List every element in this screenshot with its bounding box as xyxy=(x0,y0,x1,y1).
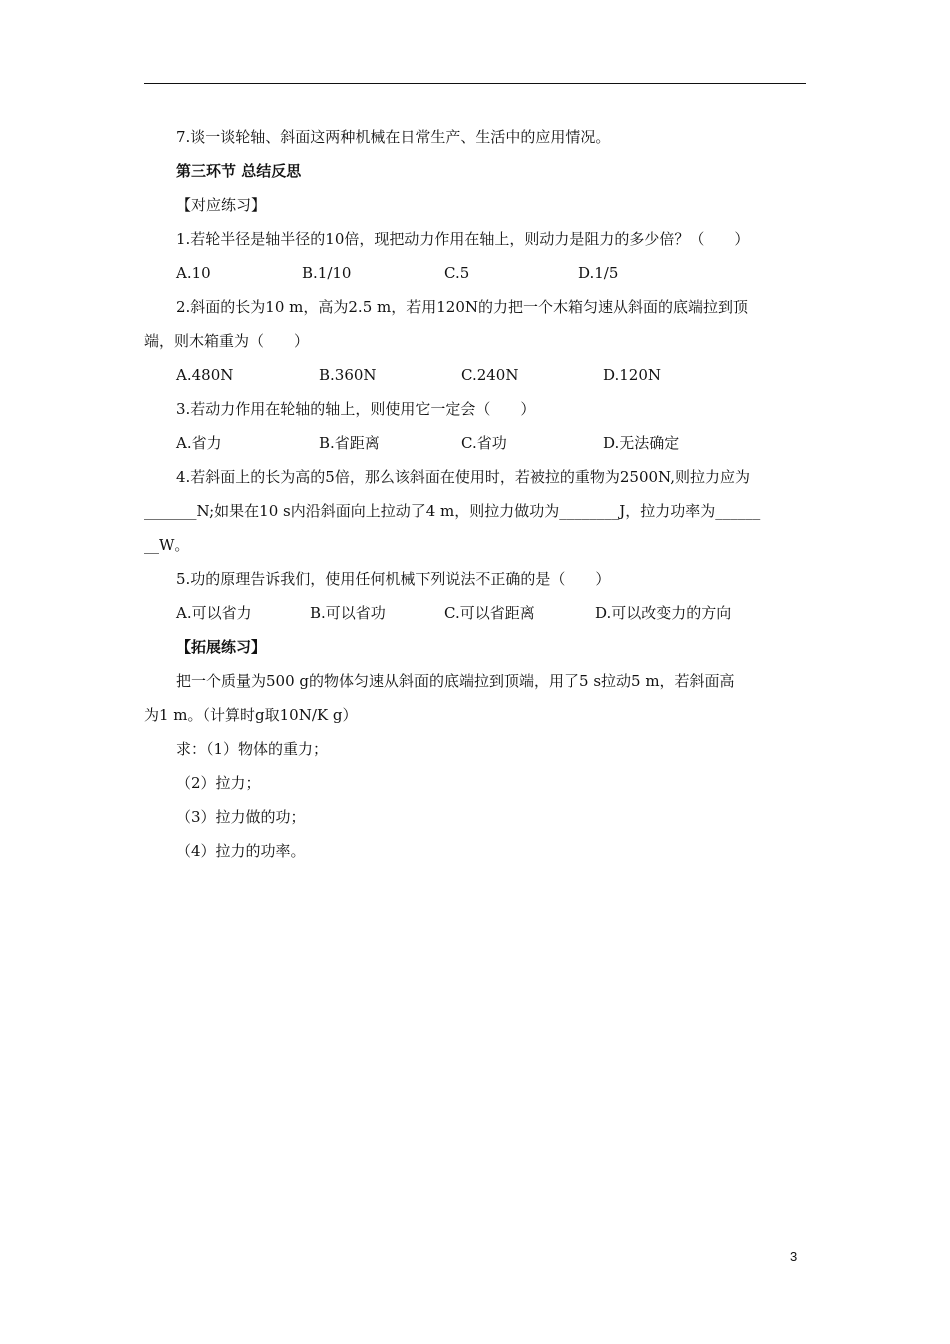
question-2-line-1: 2.斜面的长为10 m，高为2.5 m，若用120N的力把一个木箱匀速从斜面的底端拉到顶 xyxy=(176,298,748,316)
option-d: D.无法确定 xyxy=(603,434,680,452)
question-3-options xyxy=(144,426,806,460)
option-a: A.480N xyxy=(176,366,234,384)
question-1-options xyxy=(144,256,806,290)
question-5-options xyxy=(144,596,806,630)
option-d: D.可以改变力的方向 xyxy=(595,604,732,622)
option-c: C.240N xyxy=(461,366,519,384)
question-4-line-1: 4.若斜面上的长为高的5倍，那么该斜面在使用时，若被拉的重物为2500N,则拉力应为 xyxy=(176,468,750,486)
extension-item: （3）拉力做的功； xyxy=(176,808,306,826)
extension-problem-line-2: 为1 m。（计算时g取10N/K g） xyxy=(144,706,358,724)
question-5: 5.功的原理告诉我们，使用任何机械下列说法不正确的是（ ） xyxy=(176,570,611,588)
option-b: B.可以省功 xyxy=(310,604,386,622)
option-a: A.可以省力 xyxy=(176,604,252,622)
option-d: D.1/5 xyxy=(578,264,619,282)
option-c: C.省功 xyxy=(461,434,507,452)
practice-header: 【对应练习】 xyxy=(176,196,267,214)
page-number: 3 xyxy=(790,1249,798,1264)
option-b: B.360N xyxy=(319,366,377,384)
extension-item: （2）拉力； xyxy=(176,774,261,792)
question-3: 3.若动力作用在轮轴的轴上，则使用它一定会（ ） xyxy=(176,400,536,418)
extension-problem-line-1: 把一个质量为500 g的物体匀速从斜面的底端拉到顶端，用了5 s拉动5 m，若斜面高 xyxy=(176,672,735,690)
extension-item: （4）拉力的功率。 xyxy=(176,842,306,860)
option-a: A.省力 xyxy=(176,434,222,452)
question-7: 7.谈一谈轮轴、斜面这两种机械在日常生产、生活中的应用情况。 xyxy=(176,128,611,146)
option-c: C.5 xyxy=(444,264,470,282)
option-b: B.1/10 xyxy=(302,264,352,282)
question-2-line-2: 端，则木箱重为（ ） xyxy=(144,332,310,350)
question-4-line-2: _______N;如果在10 s内沿斜面向上拉动了4 m，则拉力做功为________J，拉力功率为______ xyxy=(144,502,761,520)
header-rule xyxy=(144,83,806,84)
section-title: 第三环节 总结反思 xyxy=(176,162,302,180)
extension-header: 【拓展练习】 xyxy=(176,638,267,656)
document-body xyxy=(144,120,806,868)
option-c: C.可以省距离 xyxy=(444,604,535,622)
option-a: A.10 xyxy=(176,264,211,282)
question-2-options xyxy=(144,358,806,392)
option-d: D.120N xyxy=(603,366,662,384)
extension-ask: 求：（1）物体的重力； xyxy=(176,740,329,758)
option-b: B.省距离 xyxy=(319,434,380,452)
question-4-line-3: __W。 xyxy=(144,536,190,554)
question-1: 1.若轮半径是轴半径的10倍，现把动力作用在轴上，则动力是阻力的多少倍？（ ） xyxy=(176,230,750,248)
